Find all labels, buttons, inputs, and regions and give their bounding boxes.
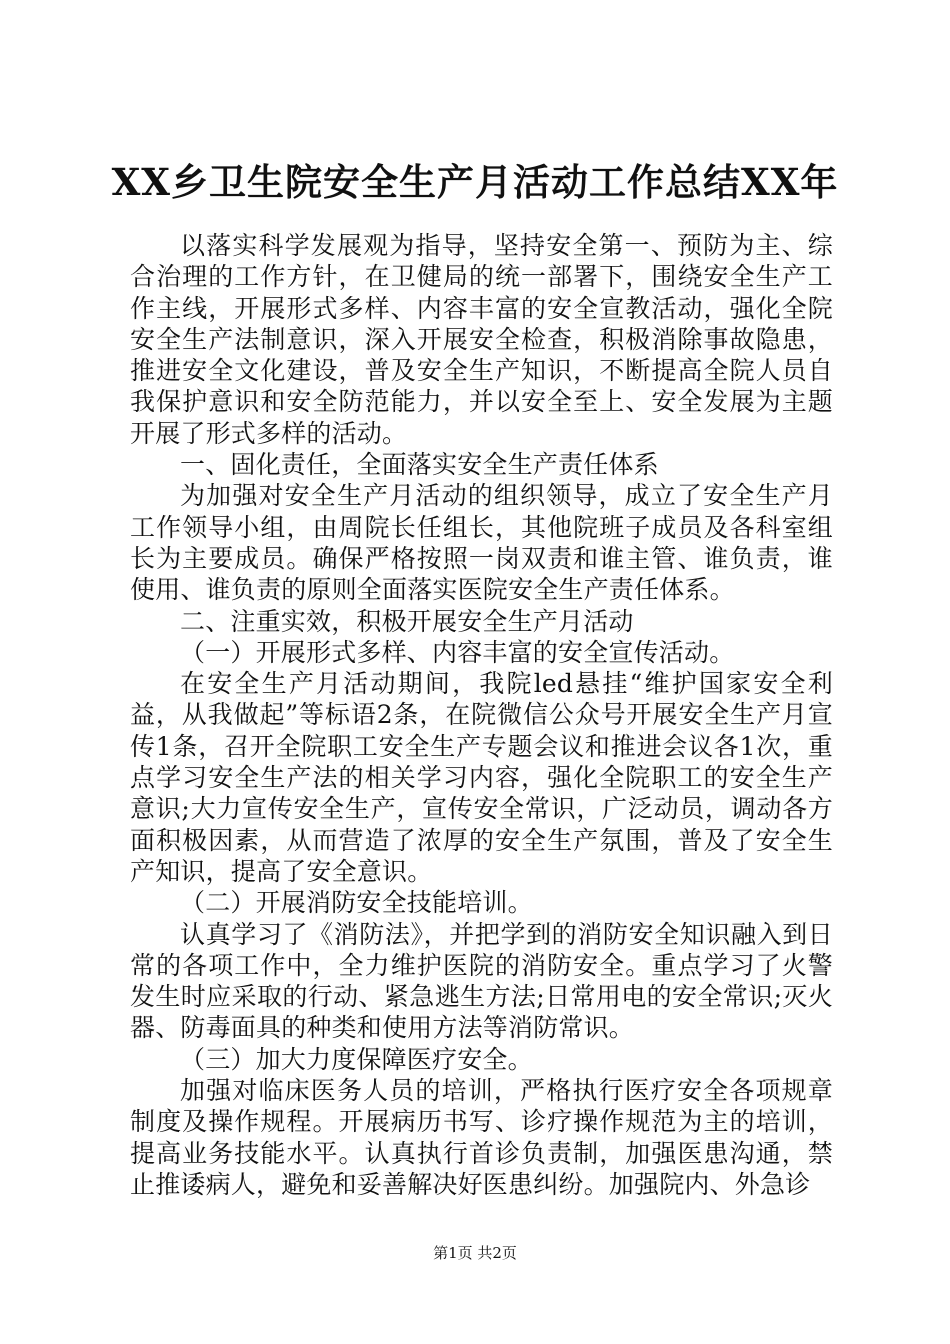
subsection-heading-3: （三）加大力度保障医疗安全。 xyxy=(180,1044,533,1074)
paragraph-intro: 以落实科学发展观为指导，坚持安全第一、预防为主、综合治理的工作方针，在卫健局的统一部署下，围绕安全生产工作主线，开展形式多样、内容丰富的安全宣教活动，强化全院安全生产法制意识，深入开展安全检查，积极消除事故隐患，推进安全文化建设，普及安全生产知识，不断提高全院人员自我保护意识和安全防范能力，并以安全至上、安全发展为主题开展了形式多样的活动。 xyxy=(130,231,833,448)
subsection-heading-1: （一）开展形式多样、内容丰富的安全宣传活动。 xyxy=(180,637,735,667)
page-number-footer: 第1页 共2页 xyxy=(433,1244,517,1262)
paragraph-subsection-3: 加强对临床医务人员的培训，严格执行医疗安全各项规章制度及操作规程。开展病历书写、诊疗操作规范为主的培训，提高业务技能水平。认真执行首诊负责制，加强医患沟通，禁止推诿病人，避免和妥善解决好医患纠纷。加强院内、外急诊 xyxy=(130,1076,833,1199)
document-title: XX乡卫生院安全生产月活动工作总结XX年 xyxy=(111,160,839,204)
paragraph-section-1: 为加强对安全生产月活动的组织领导，成立了安全生产月工作领导小组，由周院长任组长，其他院班子成员及各科室组长为主要成员。确保严格按照一岗双责和谁主管、谁负责，谁使用、谁负责的原则全面落实医院安全生产责任体系。 xyxy=(130,481,833,605)
subsection-heading-2: （二）开展消防安全技能培训。 xyxy=(180,888,533,918)
paragraph-subsection-2: 认真学习了《消防法》，并把学到的消防安全知识融入到日常的各项工作中，全力维护医院的消防安全。重点学习了火警发生时应采取的行动、紧急逃生方法;日常用电的安全常识;灭火器、防毒面具的种类和使用方法等消防常识。 xyxy=(130,919,833,1043)
section-heading-2: 二、注重实效，积极开展安全生产月活动 xyxy=(180,606,634,636)
document-body xyxy=(130,230,833,1200)
section-heading-1: 一、固化责任，全面落实安全生产责任体系 xyxy=(180,450,659,480)
paragraph-subsection-1: 在安全生产月活动期间，我院led悬挂“维护国家安全利益，从我做起”等标语2条，在院微信公众号开展安全生产月宣传1条，召开全院职工安全生产专题会议和推进会议各1次，重点学习安全生产法的相关学习内容，强化全院职工的安全生产意识;大力宣传安全生产，宣传安全常识，广泛动员，调动各方面积极因素，从而营造了浓厚的安全生产氛围，普及了安全生产知识，提高了安全意识。 xyxy=(130,669,833,886)
